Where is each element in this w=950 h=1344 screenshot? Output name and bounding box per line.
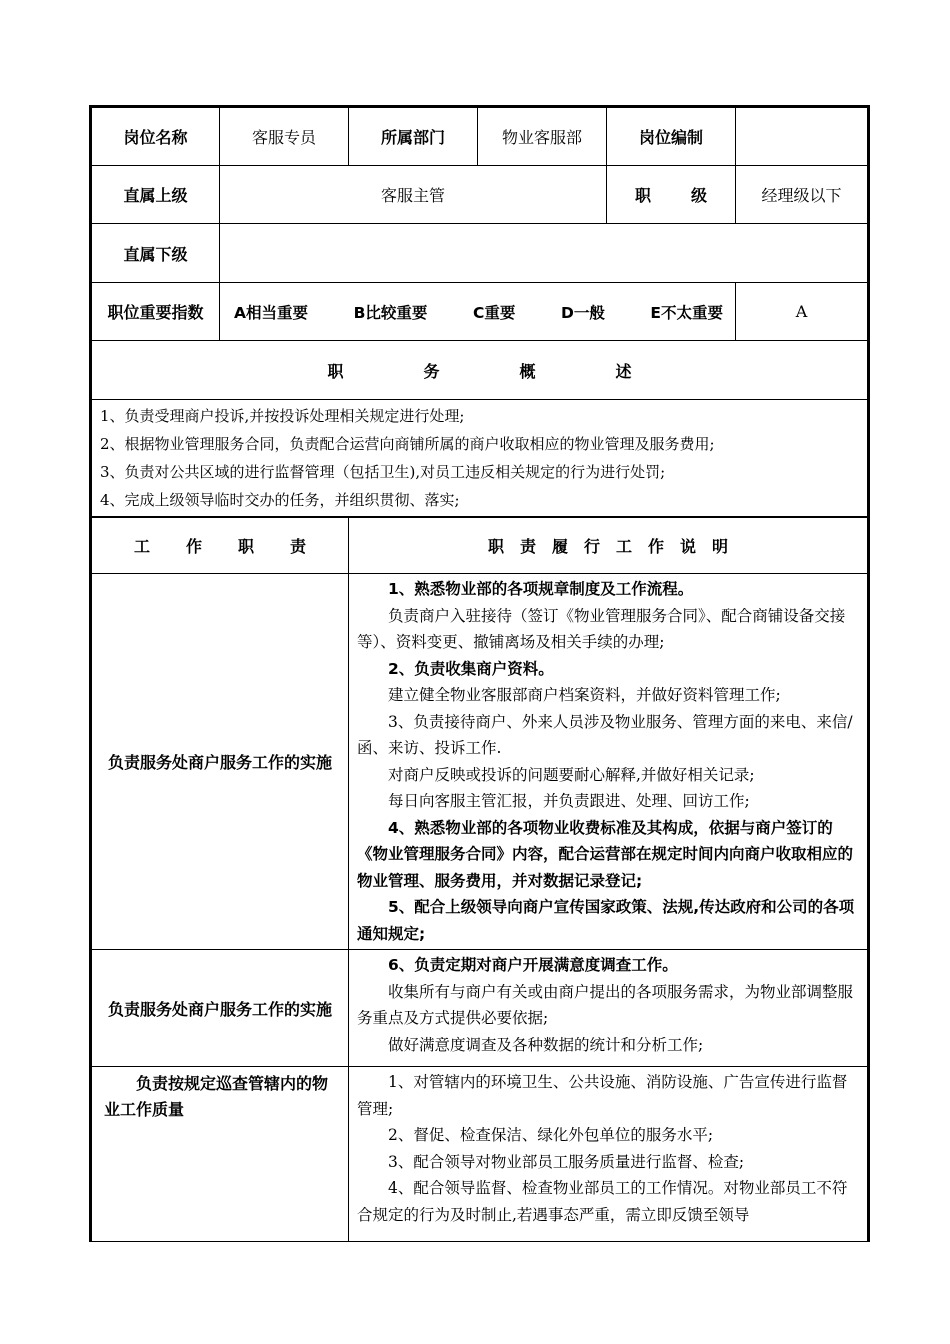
duty-title: 负责服务处商户服务工作的实施 xyxy=(91,950,349,1067)
duty-paragraph: 做好满意度调查及各种数据的统计和分析工作; xyxy=(388,1035,704,1054)
department-label: 所属部门 xyxy=(349,107,478,166)
superior-label: 直属上级 xyxy=(91,166,220,224)
duty-header-char: 作 xyxy=(185,537,202,556)
duty-paragraph: 1、对管辖内的环境卫生、公共设施、消防设施、广告宣传进行监督管理; xyxy=(357,1073,848,1118)
duty-paragraph: 1、熟悉物业部的各项规章制度及工作流程。 xyxy=(388,580,694,598)
department-value: 物业客服部 xyxy=(478,107,607,166)
duties-table xyxy=(89,517,870,1242)
rank-label xyxy=(607,166,736,224)
duty-paragraph: 6、负责定期对商户开展满意度调查工作。 xyxy=(388,956,678,974)
duty-description xyxy=(349,1067,869,1242)
rank-label-char: 级 xyxy=(691,186,708,205)
duty-paragraph: 负责商户入驻接待（签订《物业管理服务合同》、配合商铺设备交接等）、资料变更、撤铺离场及相关手续的办理; xyxy=(357,606,846,651)
duty-paragraph: 2、负责收集商户资料。 xyxy=(388,659,554,678)
duty-header-char: 职 xyxy=(487,537,504,556)
duty-header-char: 责 xyxy=(289,537,306,556)
headcount-value xyxy=(736,107,869,166)
importance-option: E不太重要 xyxy=(650,303,723,322)
duty-title-text: 负责按规定巡查管辖内的物业工作质量 xyxy=(104,1074,329,1119)
subordinate-value xyxy=(220,224,869,283)
post-name-label: 岗位名称 xyxy=(91,107,220,166)
duties-left-header xyxy=(91,518,349,574)
summary-line: 1、负责受理商户投诉,并按投诉处理相关规定进行处理; xyxy=(100,407,465,425)
duty-paragraph: 建立健全物业客服部商户档案资料，并做好资料管理工作; xyxy=(388,686,781,704)
summary-line: 3、负责对公共区域的进行监督管理（包括卫生),对员工违反相关规定的行为进行处罚; xyxy=(100,463,666,481)
duty-header-char: 责 xyxy=(519,537,536,556)
duty-header-char: 工 xyxy=(133,537,150,556)
duty-title: 负责服务处商户服务工作的实施 xyxy=(91,574,349,950)
duty-paragraph: 对商户反映或投诉的问题要耐心解释,并做好相关记录; xyxy=(388,765,755,784)
duty-paragraph: 3、配合领导对物业部员工服务质量进行监督、检查; xyxy=(388,1152,745,1171)
importance-option: B比较重要 xyxy=(353,303,428,322)
rank-label-char: 职 xyxy=(634,186,651,205)
job-info-table xyxy=(89,105,870,517)
summary-title xyxy=(91,341,869,400)
duty-header-char: 明 xyxy=(711,537,728,556)
importance-label: 职位重要指数 xyxy=(91,283,220,341)
duty-paragraph: 2、督促、检查保洁、绿化外包单位的服务水平; xyxy=(388,1126,714,1144)
headcount-label: 岗位编制 xyxy=(607,107,736,166)
importance-option: C重要 xyxy=(472,303,516,322)
summary-title-char: 务 xyxy=(423,361,440,381)
duty-header-char: 工 xyxy=(615,537,632,556)
summary-title-char: 职 xyxy=(327,361,344,381)
duty-paragraph: 4、配合领导监督、检查物业部员工的工作情况。对物业部员工不符合规定的行为及时制止,若遇事态严重，需立即反馈至领导 xyxy=(357,1179,848,1224)
summary-title-char: 概 xyxy=(519,361,536,381)
job-description-sheet xyxy=(89,105,867,1242)
summary-line: 2、根据物业管理服务合同，负责配合运营向商铺所属的商户收取相应的物业管理及服务费用; xyxy=(100,435,715,453)
duty-paragraph: 4、熟悉物业部的各项物业收费标准及其构成，依据与商户签订的《物业管理服务合同》内容，配合运营部在规定时间内向商户收取相应的物业管理、服务费用，并对数据记录登记; xyxy=(357,818,854,890)
summary-body xyxy=(91,400,869,517)
duty-paragraph: 每日向客服主管汇报，并负责跟进、处理、回访工作; xyxy=(388,792,750,810)
summary-title-char: 述 xyxy=(615,361,632,381)
importance-option: D一般 xyxy=(560,303,605,322)
duty-title xyxy=(91,1067,349,1242)
duty-description xyxy=(349,950,869,1067)
importance-value: A xyxy=(736,283,869,341)
duty-paragraph: 收集所有与商户有关或由商户提出的各项服务需求，为物业部调整服务重点及方式提供必要依据; xyxy=(357,982,854,1027)
duties-right-header xyxy=(349,518,869,574)
superior-value: 客服主管 xyxy=(220,166,607,224)
duty-description xyxy=(349,574,869,950)
duty-header-char: 作 xyxy=(647,537,664,556)
duty-header-char: 履 xyxy=(551,537,568,556)
rank-value: 经理级以下 xyxy=(736,166,869,224)
duty-header-char: 说 xyxy=(679,537,696,556)
summary-line: 4、完成上级领导临时交办的任务，并组织贯彻、落实; xyxy=(100,491,460,509)
importance-option: A相当重要 xyxy=(234,303,308,322)
post-name-value: 客服专员 xyxy=(220,107,349,166)
duty-header-char: 职 xyxy=(237,537,254,556)
duty-paragraph: 5、配合上级领导向商户宣传国家政策、法规,传达政府和公司的各项通知规定; xyxy=(357,898,855,943)
duty-paragraph: 3、负责接待商户、外来人员涉及物业服务、管理方面的来电、来信/函、来访、投诉工作. xyxy=(357,712,853,757)
duty-header-char: 行 xyxy=(583,537,600,556)
subordinate-label: 直属下级 xyxy=(91,224,220,283)
importance-options xyxy=(220,283,736,341)
